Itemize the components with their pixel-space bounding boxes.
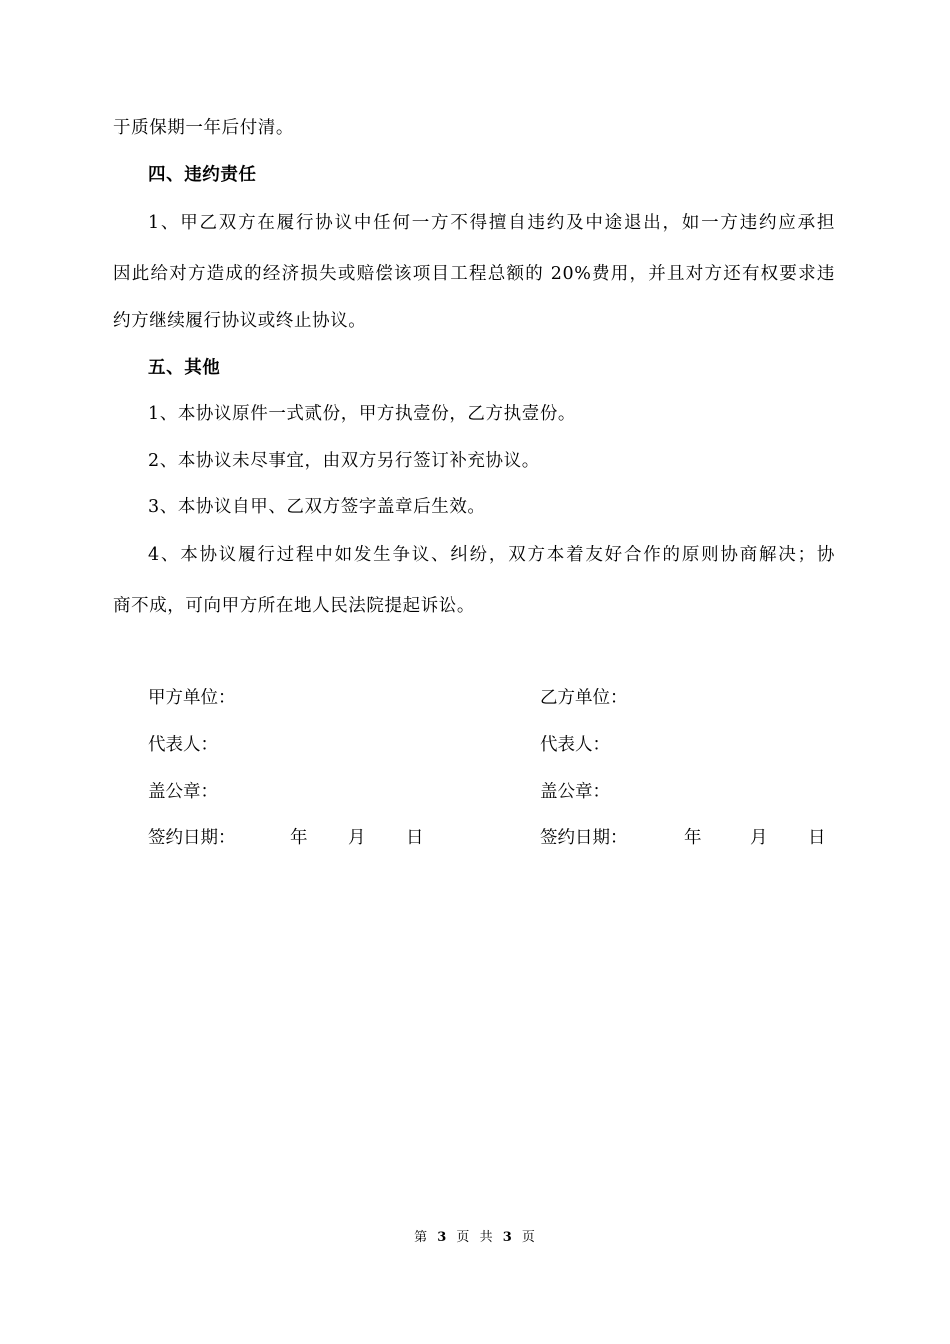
party-a-seal-label: 盖公章： xyxy=(148,782,218,802)
page-footer xyxy=(0,1229,950,1247)
party-a-month-label: 月 xyxy=(348,828,366,848)
other-clause-2: 2、本协议未尽事宜，由双方另行签订补充协议。 xyxy=(148,451,540,471)
footer-suffix: 页 xyxy=(521,1230,536,1245)
footer-current-page: 3 xyxy=(437,1230,448,1245)
other-clause-3: 3、本协议自甲、乙双方签字盖章后生效。 xyxy=(148,497,486,517)
other-clause-4-line-2: 商不成，可向甲方所在地人民法院提起诉讼。 xyxy=(113,596,475,616)
party-a-day-label: 日 xyxy=(406,828,424,848)
party-a-date-label: 签约日期： xyxy=(148,828,236,848)
footer-prefix: 第 xyxy=(414,1230,429,1245)
other-clause-1: 1、本协议原件一式贰份，甲方执壹份，乙方执壹份。 xyxy=(148,404,577,424)
section-heading-other: 五、其他 xyxy=(148,358,221,378)
breach-clause-line-2: 因此给对方造成的经济损失或赔偿该项目工程总额的 20%费用，并且对方还有权要求违 xyxy=(113,264,835,284)
section-heading-breach: 四、违约责任 xyxy=(148,165,257,185)
other-clause-4-line-1: 4、本协议履行过程中如发生争议、纠纷，双方本着友好合作的原则协商解决；协 xyxy=(148,545,835,565)
party-a-rep-label: 代表人： xyxy=(148,735,218,755)
party-b-date-label: 签约日期： xyxy=(540,828,628,848)
party-b-month-label: 月 xyxy=(750,828,768,848)
paragraph-payment-tail: 于质保期一年后付清。 xyxy=(113,118,294,138)
footer-page-word: 页 xyxy=(456,1230,471,1245)
party-b-year-label: 年 xyxy=(684,828,702,848)
party-b-rep-label: 代表人： xyxy=(540,735,610,755)
party-a-unit-label: 甲方单位： xyxy=(148,688,236,708)
footer-total-pages: 3 xyxy=(502,1230,513,1245)
party-b-day-label: 日 xyxy=(808,828,826,848)
party-a-year-label: 年 xyxy=(290,828,308,848)
breach-clause-line-1: 1、甲乙双方在履行协议中任何一方不得擅自违约及中途退出，如一方违约应承担 xyxy=(148,213,835,233)
footer-total-word: 共 xyxy=(479,1230,494,1245)
breach-clause-line-3: 约方继续履行协议或终止协议。 xyxy=(113,311,367,331)
party-b-seal-label: 盖公章： xyxy=(540,782,610,802)
party-b-unit-label: 乙方单位： xyxy=(540,688,628,708)
